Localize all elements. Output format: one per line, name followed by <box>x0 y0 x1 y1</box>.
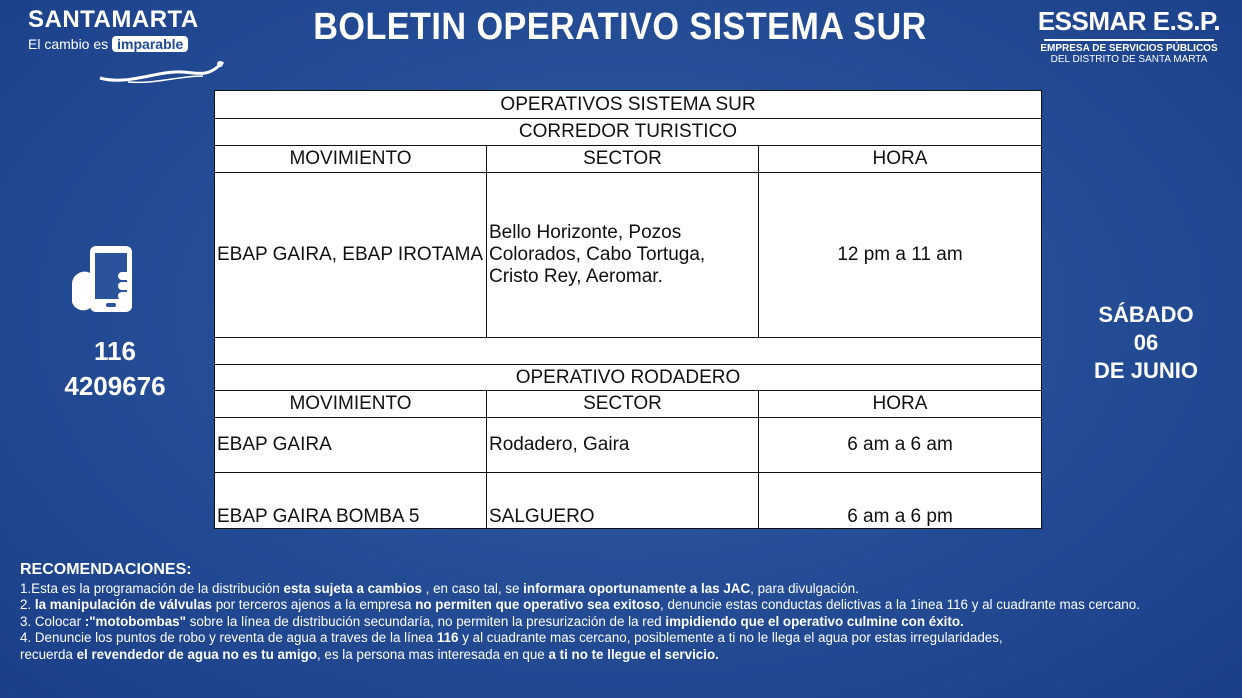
santamarta-tagline <box>28 36 228 52</box>
rec-bold: a ti no te llegue el servicio. <box>548 646 719 662</box>
recommendation-1 <box>20 581 1230 598</box>
rec-bold: impidiendo que el operativo culmine con éxito. <box>665 613 964 629</box>
cell-movimiento: EBAP GAIRA BOMBA 5 <box>215 473 487 529</box>
essmar-brand: ESSMAR E.S.P. <box>1037 6 1221 36</box>
tagline-pill: imparable <box>112 36 188 52</box>
recommendations-heading: RECOMENDACIONES: <box>20 561 192 578</box>
essmar-subtitle-2: DEL DISTRITO DE SANTA MARTA <box>1050 54 1208 65</box>
recommendation-4 <box>20 630 1230 663</box>
table-row <box>215 173 1042 338</box>
date-day: SÁBADO <box>1098 302 1194 327</box>
essmar-logo <box>1034 6 1224 65</box>
rec-text: 3. Colocar <box>20 613 85 629</box>
table-row <box>215 473 1042 529</box>
phone-hand-icon <box>68 244 142 318</box>
rec-text: , es la persona mas interesada en que <box>316 646 549 662</box>
table-title: OPERATIVOS SISTEMA SUR <box>215 91 1042 119</box>
col-header-hora: HORA <box>759 391 1042 418</box>
recommendation-2 <box>20 597 1230 614</box>
date-block <box>1086 301 1206 385</box>
tagline-prefix: El cambio es <box>28 36 109 52</box>
rec-bold: :"motobombas" <box>84 613 186 629</box>
operations-table <box>214 90 1042 529</box>
cell-movimiento: EBAP GAIRA, EBAP IROTAMA <box>215 173 487 338</box>
santamarta-brand: SANTAMARTA <box>28 6 199 33</box>
rec-text: por terceros ajenos a la empresa <box>212 597 416 612</box>
rec-bold: esta sujeta a cambios <box>283 580 422 596</box>
rec-bold: no permiten que operativo sea exitoso <box>415 597 661 612</box>
col-header-movimiento: MOVIMIENTO <box>215 146 487 173</box>
col-header-sector: SECTOR <box>487 391 759 418</box>
col-header-sector: SECTOR <box>487 146 759 173</box>
col-header-movimiento: MOVIMIENTO <box>215 391 487 418</box>
rec-text: 4. Denuncie los puntos de robo y reventa de agua a traves de la línea <box>20 630 437 645</box>
date-num: 06 <box>1133 330 1159 355</box>
cell-sector: Bello Horizonte, Pozos Colorados, Cabo Tortuga, Cristo Rey, Aeromar. <box>487 173 759 338</box>
logo-divider <box>1044 39 1214 41</box>
rec-text: sobre la línea de distribución secundaría, no permiten la presurización de la red <box>185 613 666 629</box>
rec-text: , denuncie estas conductas delictivas a la 1inea 116 y al cuadrante mas cercano. <box>660 597 1140 612</box>
santamarta-logo <box>28 6 228 82</box>
cell-sector: Rodadero, Gaira <box>487 418 759 473</box>
rec-text: , en caso tal, se <box>421 580 524 596</box>
rec-text: 1.Esta es la programación de la distribución <box>20 580 284 596</box>
spacer-row <box>215 338 1042 365</box>
rec-text: , para divulgación. <box>750 580 859 596</box>
contact-number-long: 4209676 <box>64 371 166 401</box>
cell-hora: 6 am a 6 pm <box>759 473 1042 529</box>
rec-text: y al cuadrante mas cercano, posiblemente a ti no le llega el agua por estas irregularidades, <box>458 630 1003 645</box>
page-title: BOLETIN OPERATIVO SISTEMA SUR <box>313 6 927 48</box>
cell-sector: SALGUERO <box>487 473 759 529</box>
rec-text: recuerda <box>20 646 77 662</box>
rec-bold: el revendedor de agua no es tu amigo <box>76 646 317 662</box>
rec-bold: informara oportunamente a las JAC <box>523 580 751 596</box>
rec-bold: la manipulación de válvulas <box>34 597 213 612</box>
cell-hora: 12 pm a 11 am <box>759 173 1042 338</box>
cell-hora: 6 am a 6 am <box>759 418 1042 473</box>
rec-text: 2. <box>20 597 35 612</box>
contact-number-short: 116 <box>94 336 136 366</box>
date-month: DE JUNIO <box>1094 358 1198 383</box>
recommendation-3 <box>20 614 1230 631</box>
rec-bold: 116 <box>436 630 459 645</box>
table-row <box>215 418 1042 473</box>
col-header-hora: HORA <box>759 146 1042 173</box>
cell-movimiento: EBAP GAIRA <box>215 418 487 473</box>
recommendations <box>20 562 1230 663</box>
section-title-rodadero: OPERATIVO RODADERO <box>215 365 1042 391</box>
wave-icon <box>98 56 228 84</box>
section-title-corredor: CORREDOR TURISTICO <box>215 119 1042 146</box>
essmar-subtitle-1: EMPRESA DE SERVICIOS PÚBLICOS <box>1040 43 1218 54</box>
